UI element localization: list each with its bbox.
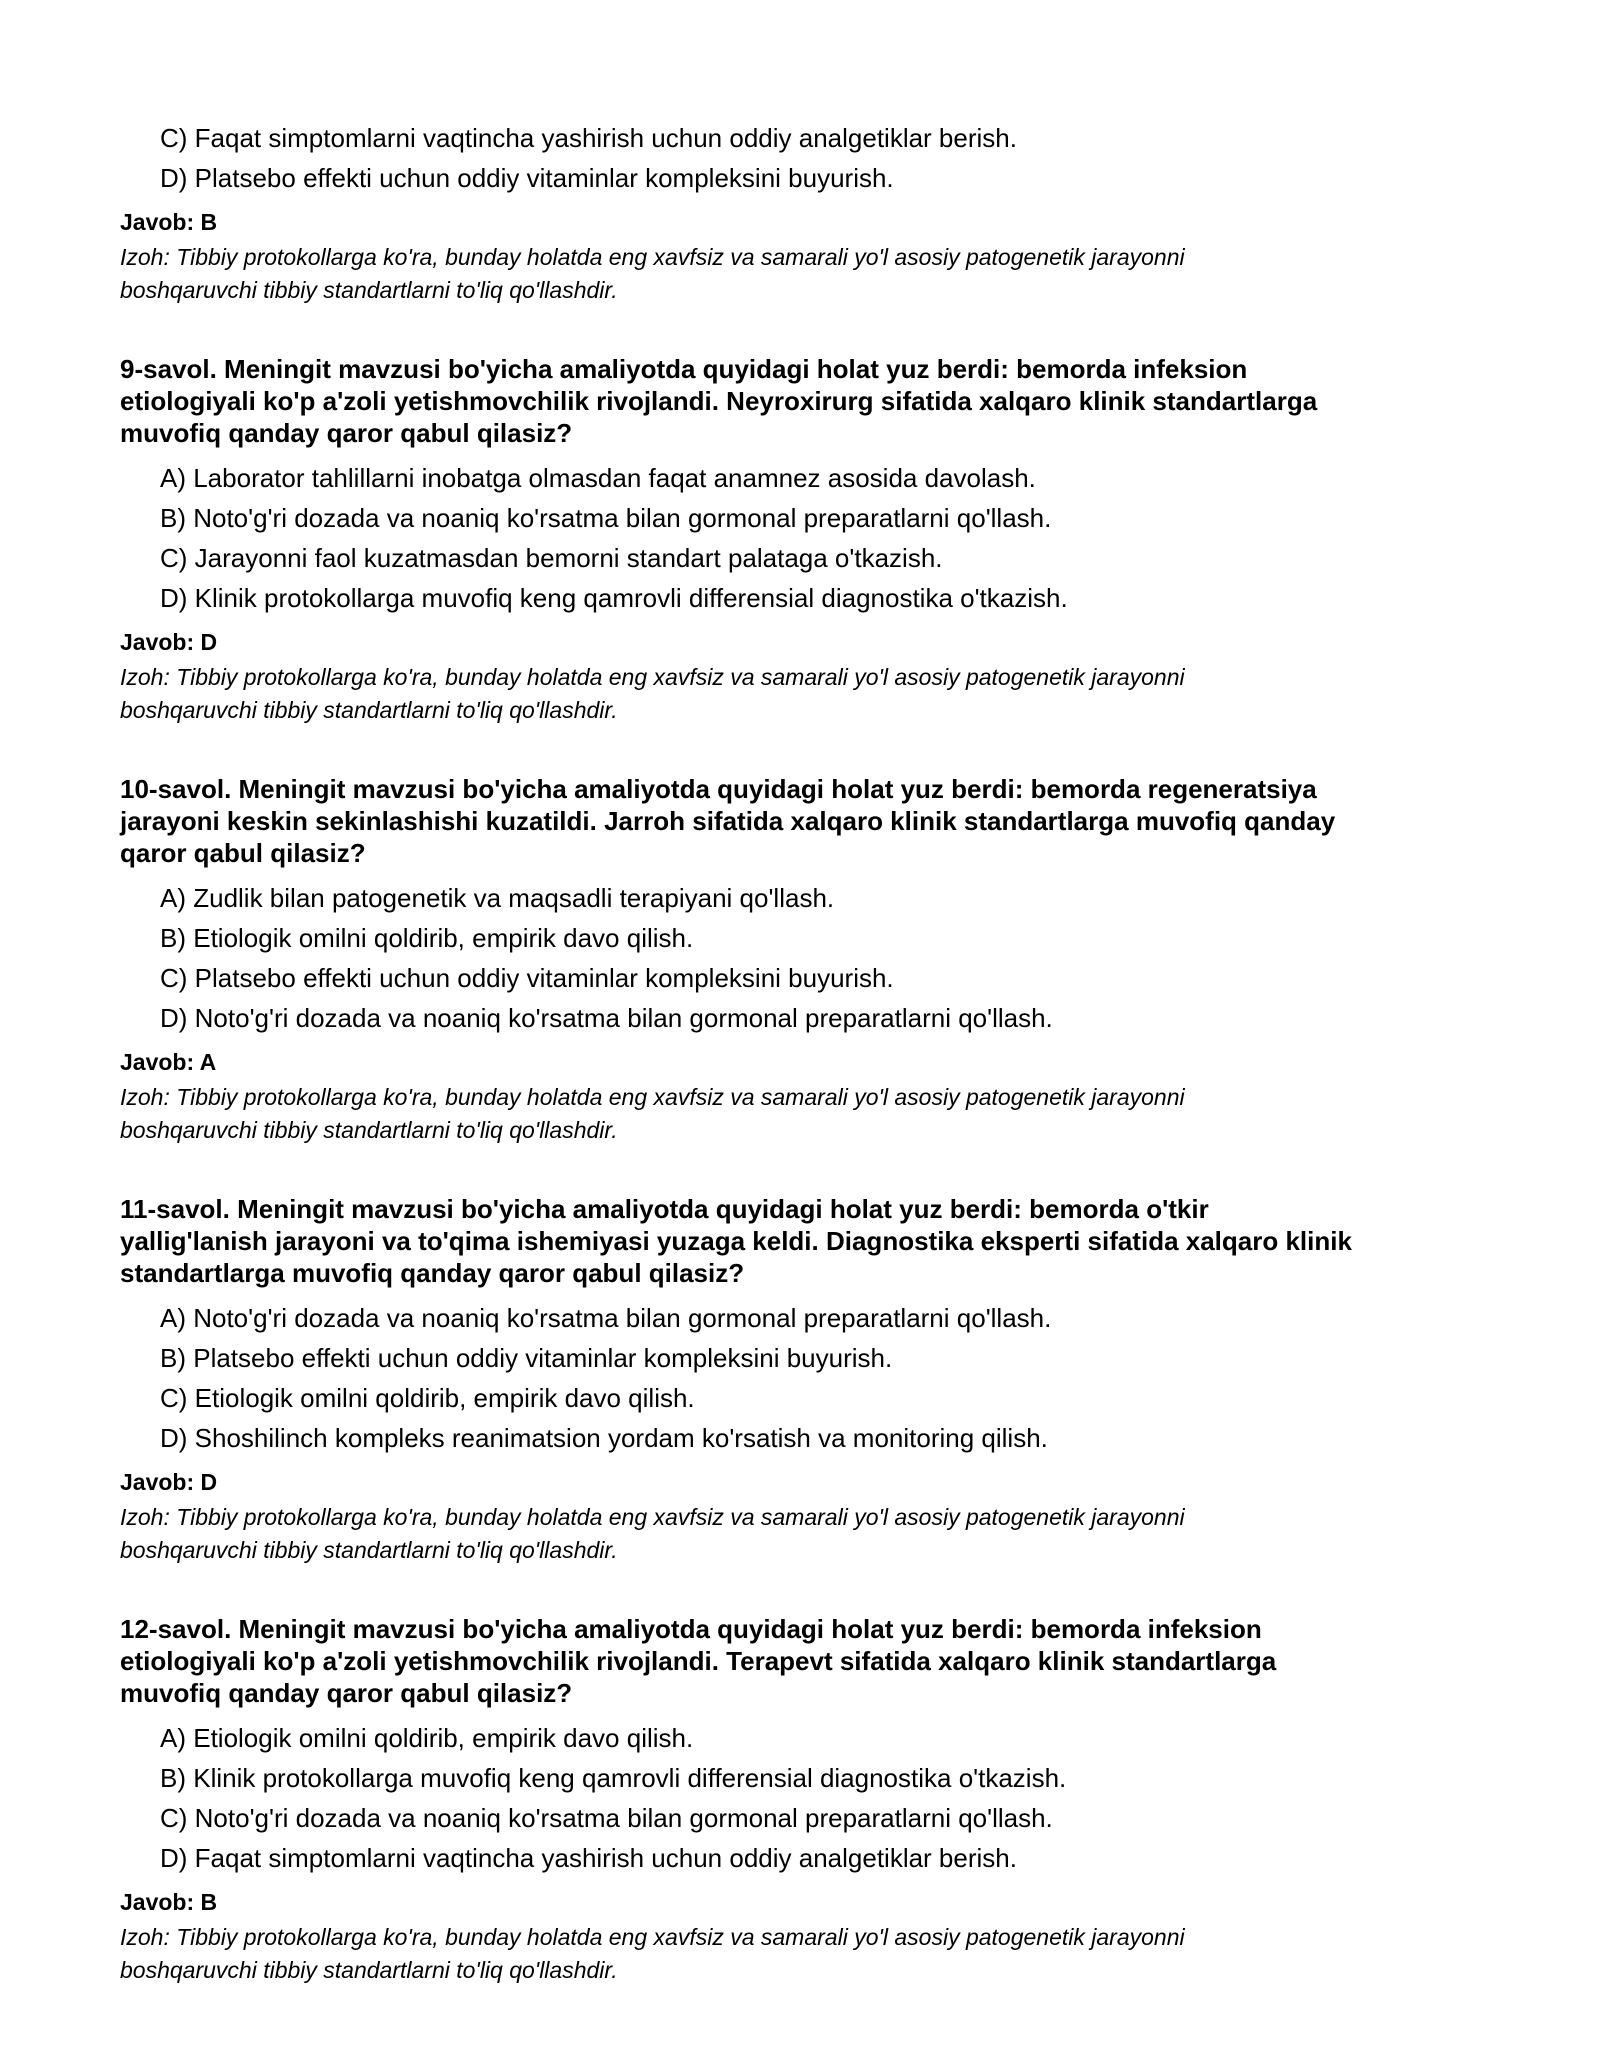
title-line: etiologiyali ko'p a'zoli yetishmovchilik rivojlandi. Neyroxirurg sifatida xalqaro klinik standartlarga <box>120 386 1318 416</box>
option-a: A) Laborator tahlillarni inobatga olmasdan faqat anamnez asosida davolash. <box>160 463 1036 493</box>
note-line: boshqaruvchi tibbiy standartlarni to'liq qo'llashdir. <box>120 697 618 723</box>
title-line: yallig'lanish jarayoni va to'qima ishemiyasi yuzaga keldi. Diagnostika eksperti sifatida xalqaro klinik <box>120 1226 1352 1256</box>
note-line: boshqaruvchi tibbiy standartlarni to'liq qo'llashdir. <box>120 1537 618 1563</box>
note-line: boshqaruvchi tibbiy standartlarni to'liq qo'llashdir. <box>120 1957 618 1983</box>
question-11 <box>120 1193 1500 1567</box>
note-line: Izoh: Tibbiy protokollarga ko'ra, bunday holatda eng xavfsiz va samarali yo'l asosiy patogenetik jarayonni <box>120 1924 1185 1950</box>
answer-label: Javob: B <box>120 1889 218 1915</box>
option-d: D) Shoshilinch kompleks reanimatsion yordam ko'rsatish va monitoring qilish. <box>160 1423 1048 1453</box>
note-line: Izoh: Tibbiy protokollarga ko'ra, bunday holatda eng xavfsiz va samarali yo'l asosiy patogenetik jarayonni <box>120 664 1185 690</box>
answer-label: Javob: A <box>120 1049 217 1075</box>
note-line: boshqaruvchi tibbiy standartlarni to'liq qo'llashdir. <box>120 1117 618 1143</box>
option-d: D) Noto'g'ri dozada va noaniq ko'rsatma bilan gormonal preparatlarni qo'llash. <box>160 1003 1053 1033</box>
explanation-note <box>120 1081 1500 1147</box>
question-10 <box>120 773 1500 1147</box>
title-line: 12-savol. Meningit mavzusi bo'yicha amaliyotda quyidagi holat yuz berdi: bemorda infeksion <box>120 1614 1262 1644</box>
explanation-note <box>120 1501 1500 1567</box>
question-9 <box>120 353 1500 727</box>
option-b: B) Etiologik omilni qoldirib, empirik davo qilish. <box>160 923 694 953</box>
title-line: muvofiq qanday qaror qabul qilasiz? <box>120 1678 573 1708</box>
question-title <box>120 773 1500 869</box>
option-c: C) Etiologik omilni qoldirib, empirik davo qilish. <box>160 1383 695 1413</box>
option-c: C) Platsebo effekti uchun oddiy vitaminlar kompleksini buyurish. <box>160 963 894 993</box>
note-line: Izoh: Tibbiy protokollarga ko'ra, bunday holatda eng xavfsiz va samarali yo'l asosiy patogenetik jarayonni <box>120 244 1185 270</box>
option-d: D) Klinik protokollarga muvofiq keng qamrovli differensial diagnostika o'tkazish. <box>160 583 1068 613</box>
option-d: D) Platsebo effekti uchun oddiy vitaminlar kompleksini buyurish. <box>160 163 894 193</box>
title-line: 9-savol. Meningit mavzusi bo'yicha amaliyotda quyidagi holat yuz berdi: bemorda infeksion <box>120 354 1248 384</box>
option-b: B) Noto'g'ri dozada va noaniq ko'rsatma bilan gormonal preparatlarni qo'llash. <box>160 503 1052 533</box>
title-line: jarayoni keskin sekinlashishi kuzatildi. Jarroh sifatida xalqaro klinik standartlarga muvofiq qanday <box>120 806 1336 836</box>
question-title <box>120 353 1500 449</box>
title-line: muvofiq qanday qaror qabul qilasiz? <box>120 418 573 448</box>
explanation-note <box>120 661 1500 727</box>
explanation-note <box>120 1921 1500 1987</box>
answer-label: Javob: D <box>120 629 218 655</box>
option-a: A) Etiologik omilni qoldirib, empirik davo qilish. <box>160 1723 694 1753</box>
option-d: D) Faqat simptomlarni vaqtincha yashirish uchun oddiy analgetiklar berish. <box>160 1843 1017 1873</box>
question-title <box>120 1613 1500 1709</box>
question-title <box>120 1193 1500 1289</box>
option-b: B) Platsebo effekti uchun oddiy vitaminlar kompleksini buyurish. <box>160 1343 893 1373</box>
title-line: etiologiyali ko'p a'zoli yetishmovchilik rivojlandi. Terapevt sifatida xalqaro klinik standartlarga <box>120 1646 1277 1676</box>
option-c: C) Noto'g'ri dozada va noaniq ko'rsatma bilan gormonal preparatlarni qo'llash. <box>160 1803 1053 1833</box>
title-line: standartlarga muvofiq qanday qaror qabul qilasiz? <box>120 1258 745 1288</box>
answer-label: Javob: B <box>120 209 218 235</box>
option-a: A) Noto'g'ri dozada va noaniq ko'rsatma bilan gormonal preparatlarni qo'llash. <box>160 1303 1052 1333</box>
option-a: A) Zudlik bilan patogenetik va maqsadli terapiyani qo'llash. <box>160 883 835 913</box>
answer-label: Javob: D <box>120 1469 218 1495</box>
note-line: Izoh: Tibbiy protokollarga ko'ra, bunday holatda eng xavfsiz va samarali yo'l asosiy patogenetik jarayonni <box>120 1504 1185 1530</box>
note-line: boshqaruvchi tibbiy standartlarni to'liq qo'llashdir. <box>120 277 618 303</box>
carryover-block <box>120 118 1500 307</box>
title-line: 11-savol. Meningit mavzusi bo'yicha amaliyotda quyidagi holat yuz berdi: bemorda o'tkir <box>120 1194 1209 1224</box>
option-b: B) Klinik protokollarga muvofiq keng qamrovli differensial diagnostika o'tkazish. <box>160 1763 1067 1793</box>
option-c: C) Faqat simptomlarni vaqtincha yashirish uchun oddiy analgetiklar berish. <box>160 123 1017 153</box>
explanation-note <box>120 241 1500 307</box>
question-12 <box>120 1613 1500 1987</box>
title-line: 10-savol. Meningit mavzusi bo'yicha amaliyotda quyidagi holat yuz berdi: bemorda regeneratsiya <box>120 774 1317 804</box>
document-page <box>120 118 1500 1987</box>
title-line: qaror qabul qilasiz? <box>120 838 366 868</box>
option-c: C) Jarayonni faol kuzatmasdan bemorni standart palataga o'tkazish. <box>160 543 943 573</box>
note-line: Izoh: Tibbiy protokollarga ko'ra, bunday holatda eng xavfsiz va samarali yo'l asosiy patogenetik jarayonni <box>120 1084 1185 1110</box>
